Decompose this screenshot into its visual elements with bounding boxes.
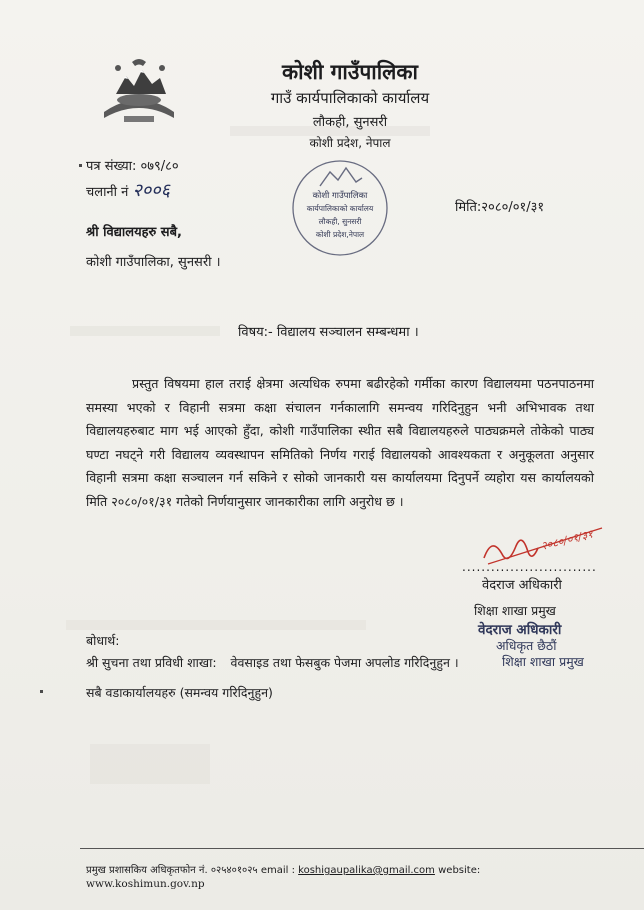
office-name: गाउँ कार्यपालिकाको कार्यालय [270,89,430,107]
signature-dotted-line: ............................ [462,560,597,574]
stamp-signatory-rank: अधिकृत छैठौं [496,638,557,653]
letter-number: पत्र संख्या: ०७९/८० [86,159,179,174]
recipient-line-1: श्री विद्यालयहरु सबै, [86,225,182,240]
stamp-line-1: कोशी गाउँपालिका [312,191,368,201]
signatory-title: शिक्षा शाखा प्रमुख [474,603,556,618]
recipient-line-2: कोशी गाउँपालिका, सुनसरी । [86,255,221,270]
cc-item-1-text: वेवसाइड तथा फेसबुक पेजमा अपलोड गरिदिनुहुन । [230,655,459,670]
footer-phone: प्रमुख प्रशासकिय अधिकृतफोन नं. ०२५४०१०२५ [86,865,258,876]
cc-item-1 [86,654,459,671]
body-paragraph: प्रस्तुत विषयमा हाल तराई क्षेत्रमा अत्यधिक रुपमा बढीरहेको गर्मीका कारण विद्यालयमा पठनपाठनमा समस्या भएको र विहानी सत्रमा कक्षा संचालन गर्नकालागि समन्वय गरिदिनुहुन भनी अभिभावक तथा विद्यालयहरुबाट माग भई आएको हुँदा, कोशी गाउँपालिका स्थीत सबै विद्यालयहरुले पाठ्यक्रमले तोकेको पाठ्य घण्टा नघट्ने गरी विद्यालय व्यवस्थापन समितिको निर्णय गराई विद्यालयको आवश्यकता र अनुकूलता अनुसार विहानी सत्रमा कक्षा सञ्चालन गर्न सकिने र सोको जानकारी यस कार्यालयमा दिनुपर्ने व्यहोरा यस कार्यालयको मिति २०८०/०१/३१ गतेको निर्णयानुसार जानकारीका लागि अनुरोध छ । [86,376,594,509]
stamp-signatory-dept: शिक्षा शाखा प्रमुख [502,654,584,669]
signatory-stamp [478,622,584,670]
stamp-line-2: कार्यपालिकाको कार्यालय [306,204,374,213]
subject-line: विषय:- विद्यालय सञ्चालन सम्बन्धमा । [238,325,419,340]
cc-heading: बोधार्थ: [86,633,120,648]
ghost-text [70,326,220,336]
signature-date: २०८०/०१/३१ [539,527,595,553]
footer-website[interactable]: www.koshimun.gov.np [86,878,205,890]
dispatch-label: चलानी नं [86,185,129,200]
signatory-name: वेदराज अधिकारी [482,578,562,593]
office-province: कोशी प्रदेश, नेपाल [309,136,391,150]
letter-body [86,372,594,514]
office-stamp [290,158,390,258]
cc-item-2: सबै वडाकार्यालयहरु (समन्वय गरिदिनुहुन) [86,685,273,700]
ghost-text [90,744,210,784]
ghost-text [66,620,366,630]
cc-item-1-label: श्री सुचना तथा प्रविधी शाखा: [86,655,217,670]
footer-email-label: email : [260,865,295,876]
margin-mark [79,164,82,167]
nepal-emblem-icon [96,58,182,128]
stamp-line-3: लौकही, सुनसरी [318,217,362,226]
footer-contact [86,862,480,876]
stamp-line-4: कोशी प्रदेश,नेपाल [315,230,365,239]
office-address: लौकही, सुनसरी [312,115,388,130]
dispatch-number [86,178,170,202]
footer-email[interactable]: koshigaupalika@gmail.com [298,865,435,876]
org-name: कोशी गाउँपालिका [282,60,418,84]
footer-website-label: website: [438,865,481,876]
stamp-signatory-name: वेदराज अधिकारी [478,622,562,638]
letter-date: मिति:२०८०/०१/३१ [455,200,545,215]
dispatch-value: २००६ [132,180,170,201]
margin-mark [40,690,43,693]
footer-divider [80,848,644,849]
